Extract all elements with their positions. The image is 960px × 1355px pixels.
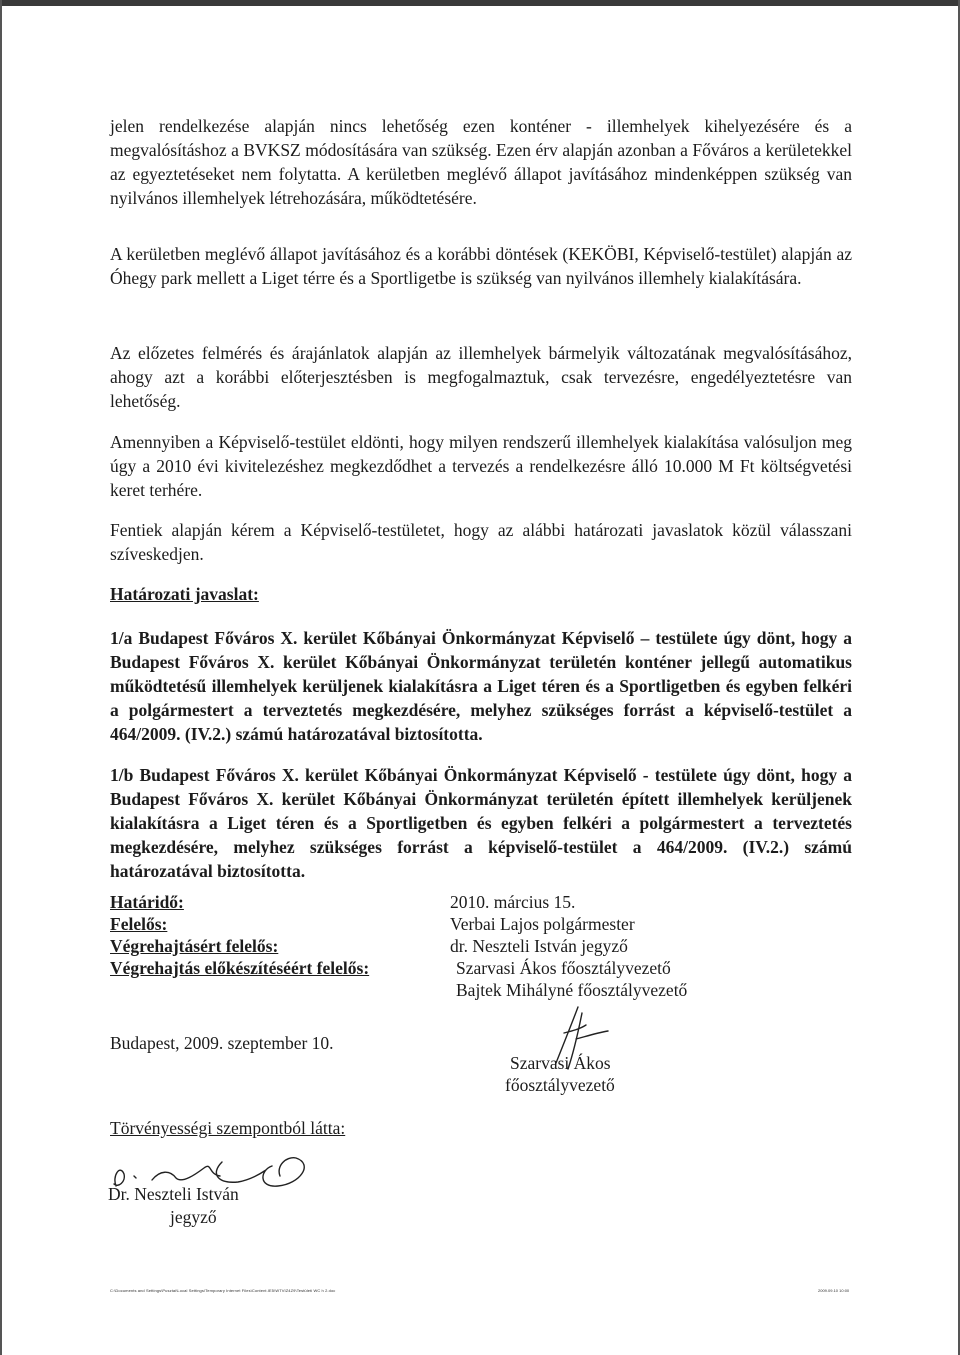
deadline-label: Határidő:: [110, 892, 184, 912]
signatory1-name: Szarvasi Ákos: [510, 1053, 611, 1073]
paragraph-3: Az előzetes felmérés és árajánlatok alapján az illemhelyek bármelyik változatának megvalósításához, ahogy azt a korábbi előterjesztésben is megfogalmaztuk, csak tervezésre, engedélyeztetésre van lehetőség.: [110, 343, 852, 411]
paragraph-4: Amennyiben a Képviselő-testület eldönti, hogy milyen rendszerű illemhelyek kialakítása valósuljon meg úgy a 2010 évi kivitelezéshez megkezdődhet a tervezés a rendelkezésre álló 10.000 M Ft költségvetési keret terhére.: [110, 432, 852, 500]
paragraph-5: Fentiek alapján kérem a Képviselő-testületet, hogy az alábbi határozati javaslatok közül válasszani szíveskedjen.: [110, 520, 852, 564]
paragraph-1: jelen rendelkezése alapján nincs lehetőség ezen konténer - illemhelyek kihelyezésére és a megvalósításhoz a BVKSZ módosítására van szükség. Ezen érv alapján azonban a Főváros a kerületekkel az egyeztetéseket nem folytatta. A kerületben meglévő állapot javításához mindenképpen szükség van nyilvános illemhelyek létrehozására, működtetésére.: [110, 116, 852, 208]
scan-edge-top: [0, 0, 960, 6]
scan-edge-left: [0, 0, 2, 1355]
responsible-value: Verbai Lajos polgármester: [450, 914, 635, 934]
exec-label: Végrehajtásért felelős:: [110, 936, 279, 956]
signatory2-role: jegyző: [170, 1207, 217, 1227]
deadline-value: 2010. március 15.: [450, 892, 576, 912]
prep-label: Végrehajtás előkészítéséért felelős:: [110, 958, 370, 978]
footer-file-path: C:\Documents and Settings\Pusztai\Local Settings\Temporary Internet Files\Content.IE5\WTVIZ4Z9\Testületi WC h 2.doc: [110, 1288, 336, 1293]
prep-value-2: Bajtek Mihályné főosztályvezető: [456, 980, 688, 1000]
footer-print-date: 2009.09.10 10:00: [818, 1288, 850, 1293]
resolution-1a: 1/a Budapest Főváros X. kerület Kőbányai Önkormányzat Képviselő – testülete úgy dönt, hogy a Budapest Főváros X. kerület Kőbányai Önkormányzat területén konténer jellegű automatikus működtetésű illemhelyek kerüljenek kialakításra a Liget téren és a Sportligetben és egyben felkéri a polgármestert a terveztetés megkezdésére, melyhez szükséges forrást a képviselő-testület a 464/2009. (IV.2.) számú határozatával biztosította.: [110, 628, 852, 744]
paragraph-2: A kerületben meglévő állapot javításához és a korábbi döntések (KEKÖBI, Képviselő-testület) alapján az Óhegy park mellett a Liget térre és a Sportligetbe is szükség van nyilvános illemhely kialakítására.: [110, 244, 852, 288]
place-date: Budapest, 2009. szeptember 10.: [110, 1033, 334, 1053]
signatory2-name: Dr. Neszteli István: [108, 1184, 239, 1204]
signature-block-2: [100, 1140, 340, 1240]
signature-block-1: [460, 1003, 660, 1113]
resolution-1b: 1/b Budapest Főváros X. kerület Kőbányai Önkormányzat Képviselő - testülete úgy dönt, hogy a Budapest Főváros X. kerület Kőbányai Önkormányzat területén épített illemhelyek kerüljenek kialakításra a Liget téren és a Sportligetben és egyben felkéri a polgármestert a terveztetés megkezdésére, melyhez szükséges forrást a képviselő-testület a 464/2009. (IV.2.) számú határozatával biztosította.: [110, 765, 852, 881]
prep-value-1: Szarvasi Ákos főosztályvezető: [456, 958, 671, 978]
legal-check-label: Törvényességi szempontból látta:: [110, 1118, 346, 1138]
exec-value: dr. Neszteli István jegyző: [450, 936, 628, 956]
resolution-heading: Határozati javaslat:: [110, 584, 259, 604]
responsible-label: Felelős:: [110, 914, 168, 934]
signatory1-role: főosztályvezető: [505, 1075, 615, 1095]
